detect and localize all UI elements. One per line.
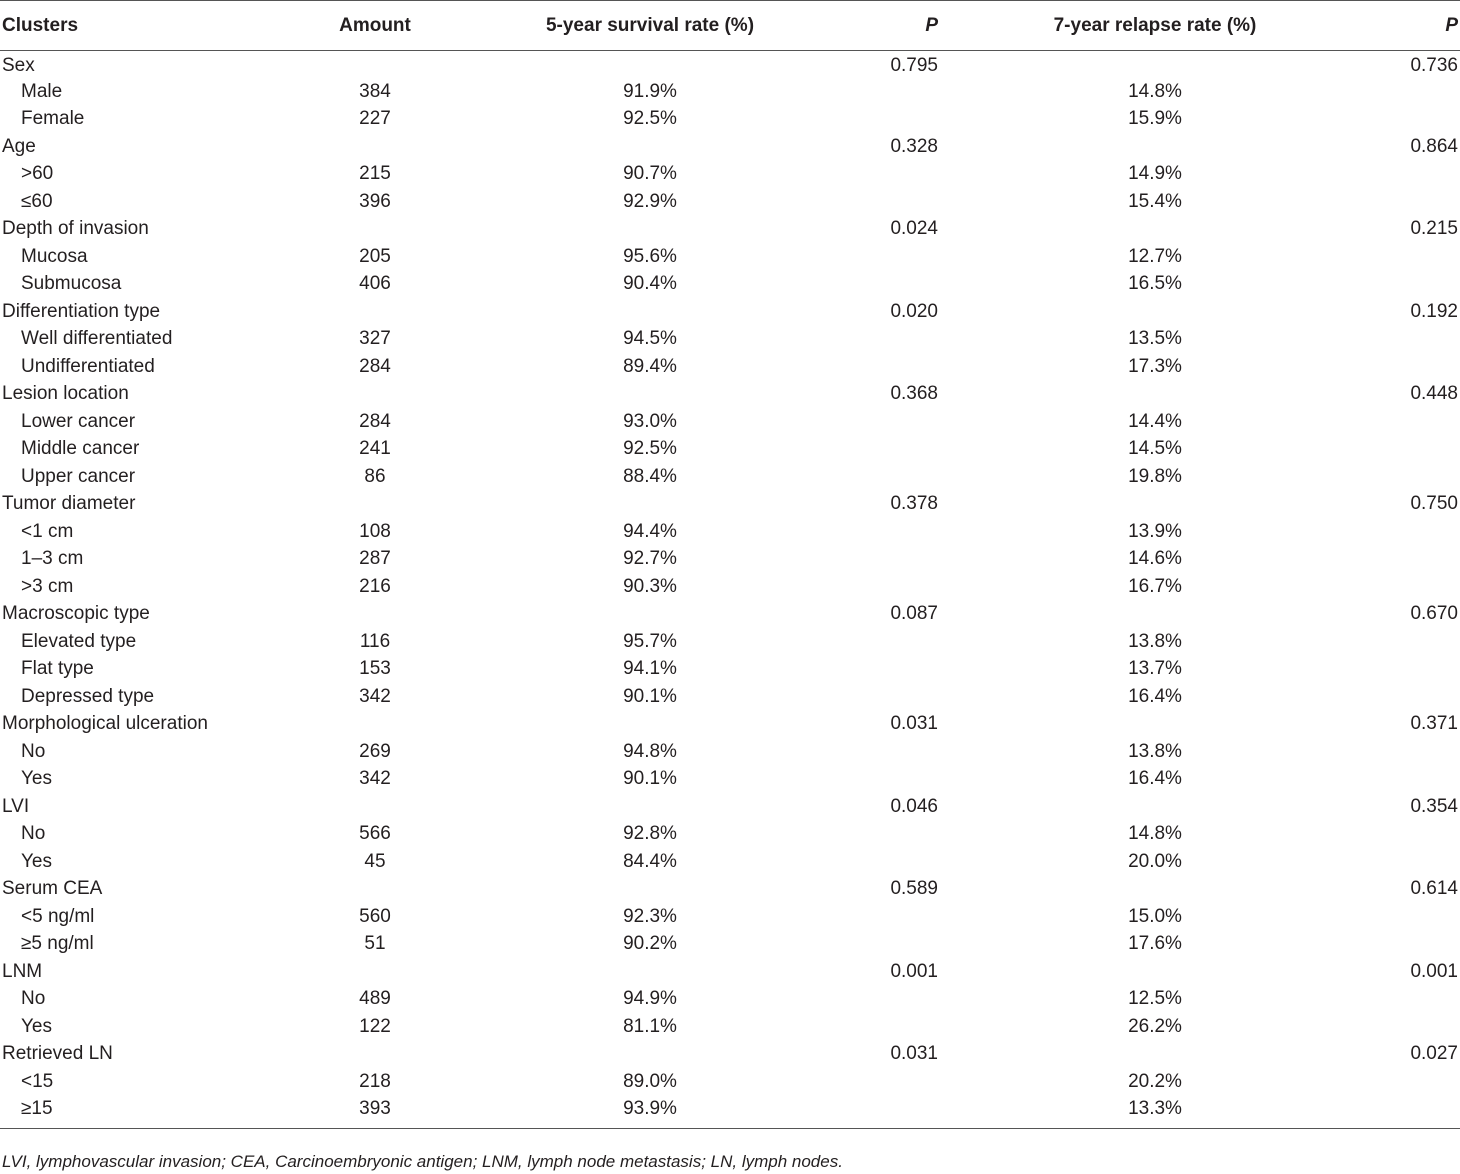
cell-survival-rate [450, 51, 850, 79]
cell-p-survival [850, 188, 940, 216]
cell-cluster: Lower cancer [21, 410, 136, 432]
cell-cluster: Age [2, 135, 36, 157]
cell-survival-rate: 94.4% [623, 520, 677, 542]
cell-p-relapse: 0.192 [1410, 300, 1458, 322]
cell-relapse-rate: 16.7% [1128, 575, 1182, 597]
header-row [0, 1, 1460, 51]
cell-p-survival [850, 271, 940, 299]
cell-relapse-rate: 13.8% [1128, 630, 1182, 652]
cell-survival-rate: 95.6% [623, 245, 677, 267]
cell-amount [300, 601, 450, 629]
table-footnote: LVI, lymphovascular invasion; CEA, Carcinoembryonic antigen; LNM, lymph node metastasis; LN, lymph nodes. [2, 1152, 843, 1171]
cell-cluster: Sex [2, 54, 35, 76]
cell-survival-rate: 94.5% [623, 328, 677, 350]
cell-survival-rate: 94.1% [623, 658, 677, 680]
cell-relapse-rate: 17.3% [1128, 355, 1182, 377]
cell-cluster: Submucosa [21, 273, 122, 295]
table-row-subgroup [0, 766, 1460, 794]
cell-relapse-rate: 16.5% [1128, 273, 1182, 295]
table-row-subgroup [0, 408, 1460, 436]
cell-survival-rate [450, 133, 850, 161]
cell-relapse-rate [940, 876, 1370, 904]
cell-amount: 342 [359, 685, 391, 707]
cell-p-survival [850, 931, 940, 959]
table-row-subgroup [0, 546, 1460, 574]
cell-relapse-rate: 16.4% [1128, 768, 1182, 790]
table-row-subgroup [0, 738, 1460, 766]
cell-p-relapse: 0.215 [1410, 218, 1458, 240]
table-row-cluster [0, 216, 1460, 244]
cell-p-survival [850, 353, 940, 381]
cell-relapse-rate [940, 491, 1370, 519]
cell-p-survival [850, 243, 940, 271]
table-row-cluster [0, 381, 1460, 409]
cell-relapse-rate [940, 298, 1370, 326]
cell-p-relapse: 0.864 [1410, 135, 1458, 157]
cell-p-relapse [1370, 903, 1460, 931]
cell-survival-rate: 92.8% [623, 823, 677, 845]
cell-p-survival [850, 463, 940, 491]
cell-cluster: >60 [21, 163, 54, 185]
cell-p-relapse [1370, 1013, 1460, 1041]
cell-p-survival [850, 656, 940, 684]
table-row-cluster [0, 601, 1460, 629]
cell-p-survival [850, 821, 940, 849]
cell-survival-rate: 95.7% [623, 630, 677, 652]
cell-p-survival: 0.795 [890, 54, 938, 76]
cell-survival-rate: 89.4% [623, 355, 677, 377]
cell-relapse-rate [940, 958, 1370, 986]
cell-cluster: No [21, 988, 46, 1010]
table-header [0, 1, 1460, 51]
cell-p-survival [850, 161, 940, 189]
table-row-subgroup [0, 683, 1460, 711]
cell-relapse-rate: 15.4% [1128, 190, 1182, 212]
table-row-subgroup [0, 1013, 1460, 1041]
cell-survival-rate: 91.9% [623, 80, 677, 102]
cell-amount [300, 793, 450, 821]
cell-amount: 393 [300, 1096, 450, 1129]
table-row-subgroup [0, 1096, 1460, 1129]
cell-survival-rate: 92.7% [623, 548, 677, 570]
cell-p-survival [850, 106, 940, 134]
cell-p-relapse: 0.371 [1410, 713, 1458, 735]
cell-p-relapse [1370, 518, 1460, 546]
cell-p-relapse: 0.001 [1410, 960, 1458, 982]
table-row-subgroup [0, 986, 1460, 1014]
cell-cluster: Depressed type [21, 685, 155, 707]
cell-cluster: LNM [2, 960, 43, 982]
cell-p-relapse [1370, 766, 1460, 794]
cell-cluster: No [21, 740, 46, 762]
cell-survival-rate [450, 793, 850, 821]
cell-cluster: <15 [21, 1070, 54, 1092]
cell-p-survival [850, 848, 940, 876]
cell-survival-rate [450, 381, 850, 409]
cell-relapse-rate [940, 381, 1370, 409]
cell-relapse-rate: 14.8% [1128, 823, 1182, 845]
cell-p-relapse [1370, 738, 1460, 766]
cell-relapse-rate [940, 793, 1370, 821]
cell-p-relapse [1370, 821, 1460, 849]
table-row-cluster [0, 958, 1460, 986]
cell-cluster: Undifferentiated [21, 355, 155, 377]
cell-p-relapse [1370, 106, 1460, 134]
cell-amount: 269 [359, 740, 391, 762]
cell-p-survival [850, 683, 940, 711]
cell-relapse-rate: 12.7% [1128, 245, 1182, 267]
table-row-subgroup [0, 903, 1460, 931]
header-survival-rate: 5-year survival rate (%) [450, 1, 850, 51]
cell-amount: 122 [359, 1015, 391, 1037]
cell-survival-rate: 90.2% [623, 933, 677, 955]
cell-survival-rate: 88.4% [623, 465, 677, 487]
cell-amount: 406 [359, 273, 391, 295]
cell-p-survival [850, 78, 940, 106]
cell-cluster: Tumor diameter [2, 493, 136, 515]
cell-relapse-rate: 16.4% [1128, 685, 1182, 707]
cell-cluster: >3 cm [21, 575, 74, 597]
cell-survival-rate: 90.1% [623, 685, 677, 707]
cell-cluster: ≥15 [0, 1096, 300, 1129]
cell-p-survival [850, 326, 940, 354]
table-row-cluster [0, 298, 1460, 326]
cell-amount: 51 [364, 933, 386, 955]
cell-amount [300, 216, 450, 244]
cell-p-relapse [1370, 463, 1460, 491]
cell-relapse-rate [940, 133, 1370, 161]
cell-survival-rate [450, 958, 850, 986]
cell-cluster: Female [21, 108, 85, 130]
cell-p-relapse [1370, 243, 1460, 271]
cell-survival-rate [450, 491, 850, 519]
cell-p-relapse: 0.027 [1410, 1043, 1458, 1065]
cell-amount: 241 [359, 438, 391, 460]
cell-p-survival [850, 1068, 940, 1096]
cell-p-relapse [1370, 931, 1460, 959]
header-relapse-rate: 7-year relapse rate (%) [940, 1, 1370, 51]
table-row-subgroup [0, 628, 1460, 656]
cell-cluster: Elevated type [21, 630, 137, 652]
cell-p-survival [850, 738, 940, 766]
table-row-subgroup [0, 106, 1460, 134]
cell-survival-rate: 92.9% [623, 190, 677, 212]
cell-p-survival [850, 1013, 940, 1041]
cell-p-relapse [1370, 161, 1460, 189]
cell-cluster: Well differentiated [21, 328, 173, 350]
table-row-subgroup [0, 243, 1460, 271]
cell-cluster: Differentiation type [2, 300, 161, 322]
table-row-cluster [0, 51, 1460, 79]
cell-p-survival [850, 1096, 940, 1129]
cell-p-relapse [1370, 78, 1460, 106]
table-row-cluster [0, 133, 1460, 161]
cell-cluster: Upper cancer [21, 465, 136, 487]
table-row-cluster [0, 1041, 1460, 1069]
cell-amount: 216 [359, 575, 391, 597]
cell-cluster: <1 cm [21, 520, 74, 542]
cell-amount [300, 491, 450, 519]
cell-cluster: Depth of invasion [2, 218, 149, 240]
cell-p-relapse: 0.670 [1410, 603, 1458, 625]
cell-cluster: ≤60 [21, 190, 53, 212]
table-row-subgroup [0, 161, 1460, 189]
cell-amount: 489 [359, 988, 391, 1010]
cell-p-relapse: 0.736 [1410, 54, 1458, 76]
cell-amount: 218 [359, 1070, 391, 1092]
table-row-subgroup [0, 848, 1460, 876]
cell-relapse-rate: 20.0% [1128, 850, 1182, 872]
cell-relapse-rate: 14.8% [1128, 80, 1182, 102]
cell-cluster: Flat type [21, 658, 94, 680]
cell-relapse-rate: 26.2% [1128, 1015, 1182, 1037]
cell-amount: 327 [359, 328, 391, 350]
cell-amount: 215 [359, 163, 391, 185]
cell-relapse-rate [940, 51, 1370, 79]
cell-p-relapse [1370, 546, 1460, 574]
cell-amount: 287 [359, 548, 391, 570]
cell-p-relapse [1370, 628, 1460, 656]
cell-amount [300, 711, 450, 739]
cell-cluster: ≥5 ng/ml [21, 933, 94, 955]
table-row-subgroup [0, 188, 1460, 216]
cell-amount [300, 51, 450, 79]
header-p-survival: P [850, 1, 940, 51]
table-row-subgroup [0, 78, 1460, 106]
cell-cluster: Yes [21, 850, 52, 872]
table-row-cluster [0, 711, 1460, 739]
cell-amount: 342 [359, 768, 391, 790]
cell-amount: 384 [359, 80, 391, 102]
cell-p-survival: 0.378 [890, 493, 938, 515]
cell-p-relapse: 0.614 [1410, 878, 1458, 900]
cell-amount: 153 [359, 658, 391, 680]
cell-survival-rate: 89.0% [623, 1070, 677, 1092]
cell-relapse-rate: 17.6% [1128, 933, 1182, 955]
cell-p-survival [850, 518, 940, 546]
cell-survival-rate [450, 711, 850, 739]
cell-amount [300, 876, 450, 904]
cell-survival-rate: 90.3% [623, 575, 677, 597]
cell-cluster: Lesion location [2, 383, 129, 405]
cell-p-relapse [1370, 436, 1460, 464]
table-row-subgroup [0, 573, 1460, 601]
cell-p-survival: 0.001 [890, 960, 938, 982]
cell-amount [300, 1041, 450, 1069]
cell-cluster: Serum CEA [2, 878, 103, 900]
cell-cluster: 1–3 cm [21, 548, 84, 570]
table-row-subgroup [0, 326, 1460, 354]
cell-p-relapse [1370, 353, 1460, 381]
cell-amount: 566 [359, 823, 391, 845]
cell-amount: 108 [359, 520, 391, 542]
cell-p-survival: 0.024 [890, 218, 938, 240]
cell-amount: 284 [359, 355, 391, 377]
cell-survival-rate [450, 1041, 850, 1069]
cell-p-survival: 0.031 [890, 1043, 938, 1065]
cell-survival-rate: 90.7% [623, 163, 677, 185]
cell-survival-rate: 84.4% [623, 850, 677, 872]
cell-p-survival: 0.368 [890, 383, 938, 405]
cell-relapse-rate: 14.6% [1128, 548, 1182, 570]
cell-survival-rate [450, 876, 850, 904]
cell-p-survival: 0.020 [890, 300, 938, 322]
table-body [0, 51, 1460, 1129]
cell-relapse-rate: 15.9% [1128, 108, 1182, 130]
cell-p-relapse [1370, 408, 1460, 436]
cell-relapse-rate: 13.8% [1128, 740, 1182, 762]
cell-p-relapse [1370, 271, 1460, 299]
cell-p-relapse [1370, 683, 1460, 711]
cell-amount [300, 133, 450, 161]
cell-survival-rate: 93.9% [450, 1096, 850, 1129]
cell-cluster: Retrieved LN [2, 1043, 113, 1065]
cell-cluster: Yes [21, 1015, 52, 1037]
cell-cluster: Middle cancer [21, 438, 140, 460]
cell-p-relapse [1370, 573, 1460, 601]
cell-amount [300, 381, 450, 409]
cell-survival-rate [450, 298, 850, 326]
cell-relapse-rate: 14.4% [1128, 410, 1182, 432]
cell-relapse-rate [940, 711, 1370, 739]
cell-amount: 284 [359, 410, 391, 432]
cell-amount: 86 [364, 465, 386, 487]
table-row-subgroup [0, 271, 1460, 299]
table-row-subgroup [0, 1068, 1460, 1096]
table-row-subgroup [0, 353, 1460, 381]
cell-survival-rate: 94.8% [623, 740, 677, 762]
table-row-cluster [0, 793, 1460, 821]
cell-p-relapse [1370, 848, 1460, 876]
cell-survival-rate: 92.5% [623, 108, 677, 130]
cell-p-relapse [1370, 188, 1460, 216]
cell-amount: 116 [359, 630, 391, 652]
cell-cluster: Mucosa [21, 245, 88, 267]
cell-p-survival: 0.328 [890, 135, 938, 157]
table-row-subgroup [0, 518, 1460, 546]
cell-survival-rate: 92.5% [623, 438, 677, 460]
header-clusters: Clusters [0, 1, 300, 51]
cell-survival-rate: 93.0% [623, 410, 677, 432]
header-p-relapse: P [1370, 1, 1460, 51]
cell-cluster: Yes [21, 768, 52, 790]
table-row-cluster [0, 491, 1460, 519]
cell-relapse-rate [940, 601, 1370, 629]
table-row-cluster [0, 876, 1460, 904]
cell-p-survival [850, 903, 940, 931]
table-row-subgroup [0, 931, 1460, 959]
cell-survival-rate: 94.9% [623, 988, 677, 1010]
cell-p-survival [850, 573, 940, 601]
cell-p-relapse: 0.448 [1410, 383, 1458, 405]
cell-cluster: Male [21, 80, 63, 102]
table-row-subgroup [0, 463, 1460, 491]
cell-cluster: LVI [2, 795, 30, 817]
cell-p-relapse [1370, 326, 1460, 354]
cell-relapse-rate: 13.5% [1128, 328, 1182, 350]
cell-p-survival [850, 986, 940, 1014]
cell-p-survival [850, 436, 940, 464]
cell-survival-rate: 81.1% [623, 1015, 677, 1037]
cell-amount: 227 [359, 108, 391, 130]
cell-p-relapse: 0.354 [1410, 795, 1458, 817]
cell-survival-rate: 92.3% [623, 905, 677, 927]
cell-p-survival [850, 766, 940, 794]
cell-p-relapse [1370, 656, 1460, 684]
cell-survival-rate: 90.1% [623, 768, 677, 790]
cell-relapse-rate [940, 1041, 1370, 1069]
cell-p-survival: 0.589 [890, 878, 938, 900]
cell-p-survival: 0.031 [890, 713, 938, 735]
cell-relapse-rate: 19.8% [1128, 465, 1182, 487]
table-row-subgroup [0, 821, 1460, 849]
cell-p-survival: 0.046 [890, 795, 938, 817]
cell-p-relapse [1370, 1096, 1460, 1129]
cell-amount: 396 [359, 190, 391, 212]
cell-p-survival [850, 628, 940, 656]
cell-survival-rate [450, 601, 850, 629]
cell-relapse-rate: 12.5% [1128, 988, 1182, 1010]
cell-p-survival: 0.087 [890, 603, 938, 625]
cell-relapse-rate: 13.3% [940, 1096, 1370, 1129]
header-amount: Amount [300, 1, 450, 51]
cell-amount: 205 [359, 245, 391, 267]
cell-survival-rate: 90.4% [623, 273, 677, 295]
cell-relapse-rate: 13.7% [1128, 658, 1182, 680]
table-row-subgroup [0, 656, 1460, 684]
cell-relapse-rate [940, 216, 1370, 244]
cell-relapse-rate: 20.2% [1128, 1070, 1182, 1092]
cell-amount [300, 298, 450, 326]
cell-amount: 45 [364, 850, 386, 872]
cell-relapse-rate: 13.9% [1128, 520, 1182, 542]
cell-cluster: Morphological ulceration [2, 713, 208, 735]
cell-relapse-rate: 15.0% [1128, 905, 1182, 927]
cell-p-survival [850, 546, 940, 574]
cell-survival-rate [450, 216, 850, 244]
cell-amount: 560 [359, 905, 391, 927]
cell-relapse-rate: 14.9% [1128, 163, 1182, 185]
cell-p-relapse: 0.750 [1410, 493, 1458, 515]
table-row-subgroup [0, 436, 1460, 464]
cell-p-relapse [1370, 986, 1460, 1014]
cell-cluster: Macroscopic type [2, 603, 150, 625]
cell-amount [300, 958, 450, 986]
cell-p-relapse [1370, 1068, 1460, 1096]
cell-p-survival [850, 408, 940, 436]
cell-cluster: No [21, 823, 46, 845]
cell-relapse-rate: 14.5% [1128, 438, 1182, 460]
cell-cluster: <5 ng/ml [21, 905, 95, 927]
